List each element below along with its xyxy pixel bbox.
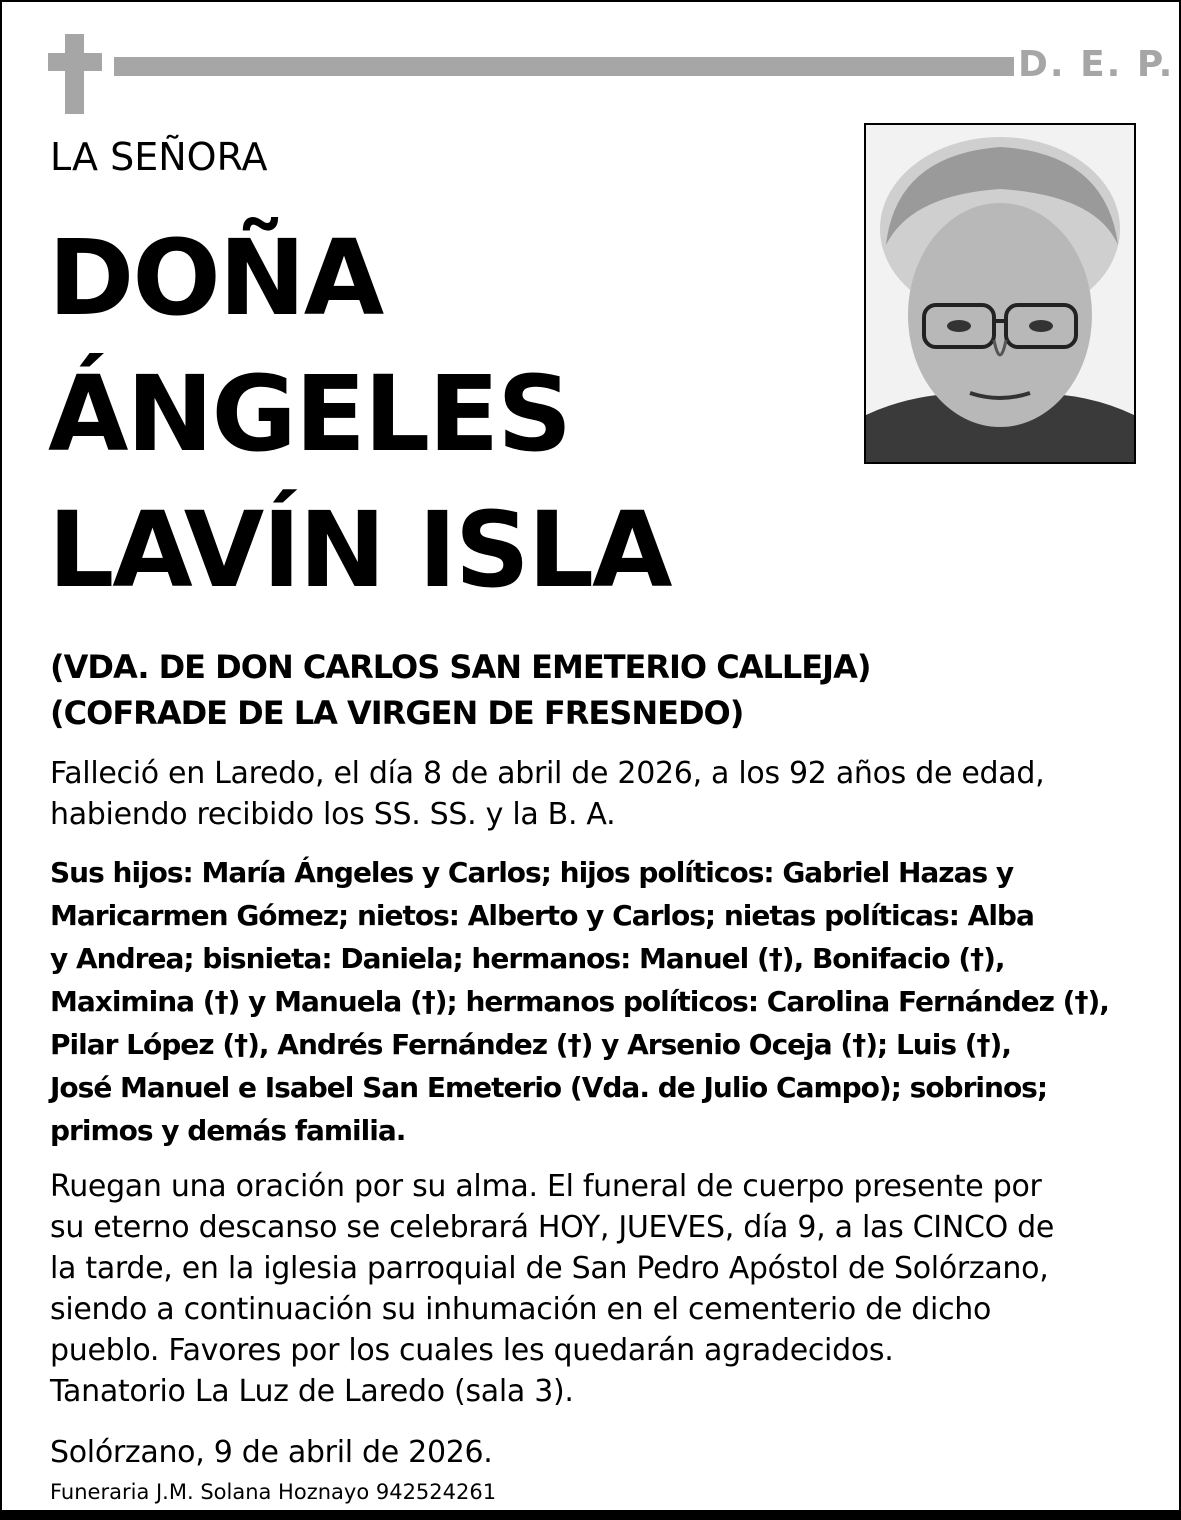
- widow-note: (VDA. DE DON CARLOS SAN EMETERIO CALLEJA): [50, 648, 871, 686]
- family-line: Maximina (†) y Manuela (†); hermanos políticos: Carolina Fernández (†),: [50, 985, 1109, 1018]
- dep-label: D. E. P.: [1018, 44, 1175, 85]
- death-paragraph: [50, 753, 1044, 835]
- family-line: Sus hijos: María Ángeles y Carlos; hijos políticos: Gabriel Hazas y: [50, 856, 1014, 889]
- family-line: primos y demás familia.: [50, 1114, 406, 1147]
- header-rule: [114, 57, 1014, 76]
- funeral-line: siendo a continuación su inhumación en el cementerio de dicho: [50, 1292, 992, 1327]
- family-line: José Manuel e Isabel San Emeterio (Vda. de Julio Campo); sobrinos;: [50, 1071, 1048, 1104]
- funeral-home-credit: Funeraria J.M. Solana Hoznayo 942524261: [50, 1480, 497, 1504]
- cross-icon: [48, 34, 102, 114]
- portrait-photo: [864, 123, 1136, 464]
- funeral-line: Tanatorio La Luz de Laredo (sala 3).: [50, 1374, 574, 1409]
- funeral-paragraph: [50, 1166, 1054, 1412]
- name-line-2: ÁNGELES: [48, 353, 571, 475]
- family-line: Pilar López (†), Andrés Fernández (†) y Arsenio Oceja (†); Luis (†),: [50, 1028, 1011, 1061]
- death-line: habiendo recibido los SS. SS. y la B. A.: [50, 797, 616, 832]
- name-line-1: DOÑA: [48, 217, 383, 339]
- place-date: Solórzano, 9 de abril de 2026.: [50, 1435, 493, 1470]
- family-paragraph: [50, 851, 1109, 1152]
- funeral-line: su eterno descanso se celebrará HOY, JUEVES, día 9, a las CINCO de: [50, 1210, 1055, 1245]
- deceased-name: [48, 210, 670, 618]
- death-line: Falleció en Laredo, el día 8 de abril de 2026, a los 92 años de edad,: [50, 756, 1045, 791]
- funeral-line: la tarde, en la iglesia parroquial de San Pedro Apóstol de Solórzano,: [50, 1251, 1049, 1286]
- notes-block: [50, 644, 870, 736]
- name-line-3: LAVÍN ISLA: [48, 489, 671, 611]
- family-line: y Andrea; bisnieta: Daniela; hermanos: Manuel (†), Bonifacio (†),: [50, 942, 1005, 975]
- funeral-line: pueblo. Favores por los cuales les quedarán agradecidos.: [50, 1333, 894, 1368]
- brotherhood-note: (COFRADE DE LA VIRGEN DE FRESNEDO): [50, 694, 744, 732]
- family-line: Maricarmen Gómez; nietos: Alberto y Carlos; nietas políticas: Alba: [50, 899, 1034, 932]
- funeral-line: Ruegan una oración por su alma. El funeral de cuerpo presente por: [50, 1169, 1042, 1204]
- honorific: LA SEÑORA: [50, 135, 268, 179]
